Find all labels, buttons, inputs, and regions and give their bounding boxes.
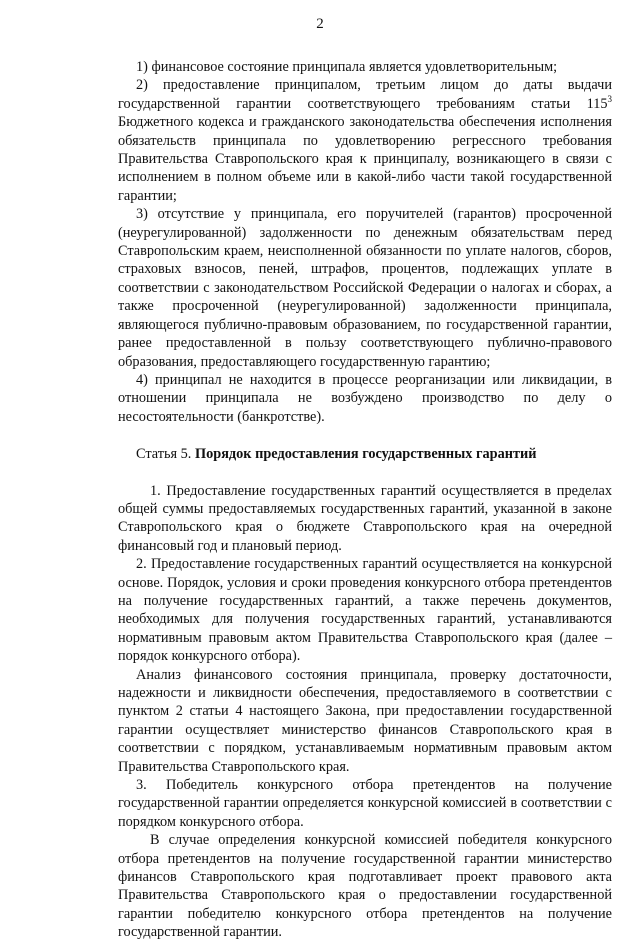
page-number: 2 xyxy=(316,16,324,32)
article-heading xyxy=(118,445,612,463)
article-title: Порядок предоставления государственных гарантий xyxy=(194,446,537,463)
paragraph-condition-2-rest: Бюджетного кодекса и гражданского законодательства обеспечения исполнения обязательств принципала по удовлетворению регрессного требования Правительства Ставропольского края к принципалу, возникающего в связи с исполнением в полном объеме или в какой-либо части такой государственной гарантии; xyxy=(118,114,612,204)
paragraph-analysis: Анализ финансового состояния принципала, проверку достаточности, надежности и ликвидности обеспечения, предоставляемого в соответствии с пунктом 2 статьи 4 настоящего Закона, при предоставлении государственной гарантии осуществляет министерство финансов Ставропольского края в соответствии с порядком, устанавливаемым нормативным правовым актом Правительства Ставропольского края. xyxy=(118,666,612,775)
document-body xyxy=(118,58,612,942)
paragraph-condition-4: 4) принципал не находится в процессе реорганизации или ликвидации, в отношении принципала не возбуждено производство по делу о несостоятельности (банкротстве). xyxy=(118,371,612,425)
paragraph-condition-1: 1) финансовое состояние принципала является удовлетворительным; xyxy=(136,59,558,75)
paragraph-winner: В случае определения конкурсной комиссией победителя конкурсного отбора претендентов на получение государственной гарантии министерство финансов Ставропольского края подготавливает проект правового акта Правительства Ставропольского края о предоставлении государственной гарантии победителю конкурсного отбора претендентов на получение государственной гарантии. xyxy=(118,832,612,941)
paragraph-item-1: 1. Предоставление государственных гарантий осуществляется в пределах общей суммы предоставляемых государственных гарантий, указанной в законе Ставропольского края о бюджете Ставропольского края на очередной финансовый год и плановый период. xyxy=(118,482,612,554)
paragraph-condition-3: 3) отсутствие у принципала, его поручителей (гарантов) просроченной (неурегулированной) задолженности по денежным обязательствам перед Ставропольским краем, неисполненной обязанности по уплате налогов, сборов, страховых взносов, пеней, штрафов, процентов, подлежащих уплате в соответствии с законодательством Российской Федерации о налогах и сборах, а также просроченной (неурегулированной) задолженности принципала, являющегося публично-правовым образованием, по государственной гарантии, ранее предоставленной в пользу соответствующего публично-правового образования, предоставляющего государственную гарантию; xyxy=(118,206,612,370)
article-superscript: 3 xyxy=(607,94,612,105)
paragraph-condition-2 xyxy=(118,76,612,205)
paragraph-item-2: 2. Предоставление государственных гарантий осуществляется на конкурсной основе. Порядок, условия и сроки проведения конкурсного отбора претендентов на получение государственных гарантий, а также перечень документов, необходимых для получения государственных гарантий, устанавливаются нормативным правовым актом Правительства Ставропольского края (далее – порядок конкурсного отбора). xyxy=(118,556,612,665)
paragraph-condition-2-text: 2) предоставление принципалом, третьим лицом до даты выдачи государственной гарантии соответствующего требованиям статьи 115 xyxy=(118,77,612,112)
paragraph-item-3: 3. Победитель конкурсного отбора претендентов на получение государственной гарантии определяется конкурсной комиссией в соответствии с порядком конкурсного отбора. xyxy=(118,777,612,830)
article-label: Статья 5. xyxy=(136,446,192,463)
